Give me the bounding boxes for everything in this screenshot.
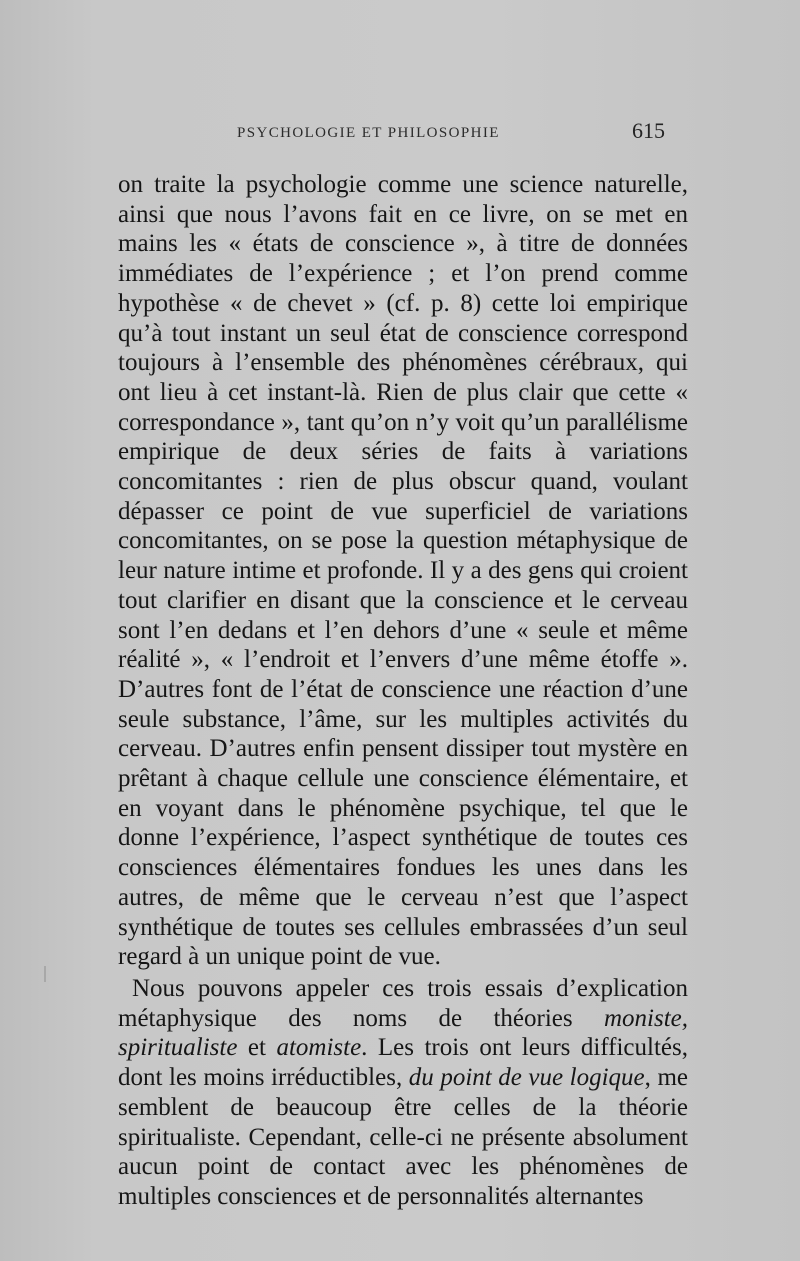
scan-mark: [44, 966, 46, 982]
main-text: [118, 170, 688, 1212]
paragraph-text: et: [237, 1034, 277, 1062]
running-title: PSYCHOLOGIE ET PHILOSOPHIE: [237, 125, 500, 141]
paragraph-text: , me semblent de beaucoup être celles de la théorie spiritualiste. Cependant, celle-ci ne présente absolument aucun point de contact avec les phénomènes de multiples consciences et de personnalités alternantes: [118, 1064, 689, 1210]
italic-phrase: du point de vue logique: [408, 1064, 645, 1092]
paragraph-text: . Les trois ont leurs difficultés, dont les moins irréductibles,: [118, 1034, 688, 1092]
italic-term: moniste, spiritualiste: [118, 1004, 688, 1062]
paragraph: [118, 974, 688, 1212]
paragraph: on traite la psychologie comme une science naturelle, ainsi que nous l’avons fait en ce livre, on se met en mains les « états de conscience », à titre de données immédiates de l’expérience ; et l’on prend comme hypothèse « de chevet » (cf. p. 8) cette loi empirique qu’à tout instant un seul état de conscience correspond toujours à l’ensemble des phénomènes cérébraux, qui ont lieu à cet instant-là. Rien de plus clair que cette « correspondance », tant qu’on n’y voit qu’un parallélisme empirique de deux séries de faits à variations concomitantes : rien de plus obscur quand, voulant dépasser ce point de vue superficiel de variations concomitantes, on se pose la question métaphysique de leur nature intime et profonde. Il y a des gens qui croient tout clarifier en disant que la conscience et le cerveau sont l’en dedans et l’en dehors d’une « seule et même réalité », « l’endroit et l’envers d’une même étoffe ». D’autres font de l’état de conscience une réaction d’une seule substance, l’âme, sur les multiples activités du cerveau. D’autres enfin pensent dissiper tout mystère en prêtant à chaque cellule une conscience élémentaire, et en voyant dans le phénomène psychique, tel que le donne l’expérience, l’aspect synthétique de toutes ces consciences élémentaires fondues les unes dans les autres, de même que le cerveau n’est que l’aspect synthétique de toutes ses cellules embrassées d’un seul regard à un unique point de vue.: [118, 171, 688, 971]
italic-term: atomiste: [276, 1034, 362, 1062]
running-head: [225, 118, 665, 148]
page-number: 615: [632, 118, 665, 143]
paragraph-text: Nous pouvons appeler ces trois essais d’explication métaphysique des noms de théories: [118, 974, 688, 1032]
